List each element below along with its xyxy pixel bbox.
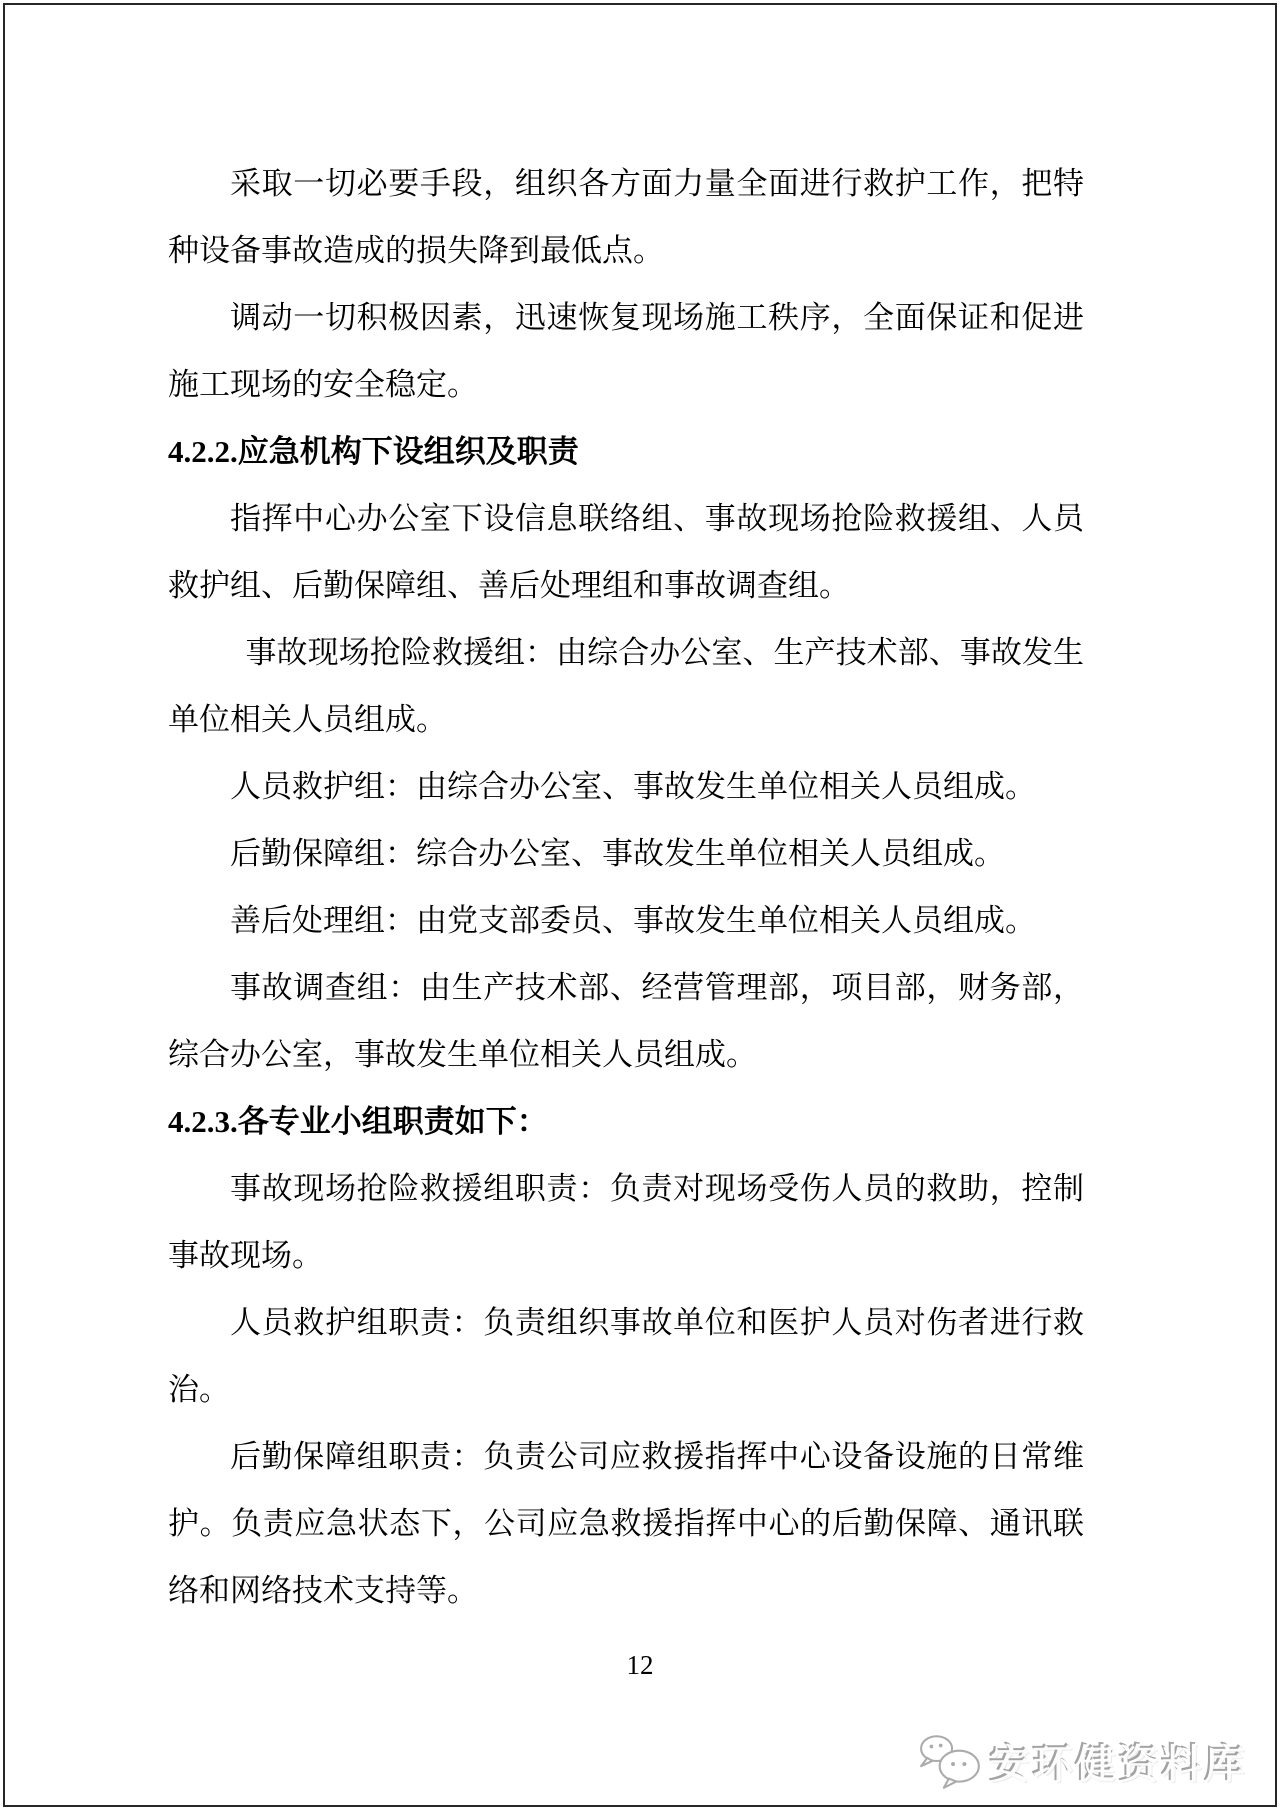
paragraph: 指挥中心办公室下设信息联络组、事故现场抢险救援组、人员救护组、后勤保障组、善后处理组和事故调查组。 — [168, 501, 1084, 603]
paragraph: 人员救护组职责：负责组织事故单位和医护人员对伤者进行救治。 — [168, 1305, 1084, 1407]
wechat-bubbles-icon — [918, 1734, 984, 1790]
section-heading: 4.2.3.各专业小组职责如下： — [168, 1104, 548, 1139]
paragraph: 采取一切必要手段，组织各方面力量全面进行救护工作，把特种设备事故造成的损失降到最低点。 — [168, 166, 1084, 268]
watermark-text: 安环健资料库 — [990, 1743, 1248, 1787]
paragraph: 调动一切积极因素，迅速恢复现场施工秩序，全面保证和促进施工现场的安全稳定。 — [168, 300, 1084, 402]
page-number: 12 — [626, 1650, 654, 1680]
paragraph: 后勤保障组：综合办公室、事故发生单位相关人员组成。 — [230, 836, 1005, 871]
paragraph: 后勤保障组职责：负责公司应救援指挥中心设备设施的日常维护。负责应急状态下，公司应急救援指挥中心的后勤保障、通讯联络和网络技术支持等。 — [168, 1439, 1084, 1608]
paragraph: 事故现场抢险救援组职责：负责对现场受伤人员的救助，控制事故现场。 — [168, 1171, 1084, 1273]
paragraph: 人员救护组：由综合办公室、事故发生单位相关人员组成。 — [230, 769, 1036, 804]
paragraph: 善后处理组：由党支部委员、事故发生单位相关人员组成。 — [230, 903, 1036, 938]
paragraph: 事故调查组：由生产技术部、经营管理部，项目部，财务部，综合办公室，事故发生单位相关人员组成。 — [168, 970, 1084, 1072]
paragraph: 事故现场抢险救援组：由综合办公室、生产技术部、事故发生单位相关人员组成。 — [168, 635, 1084, 737]
watermark — [918, 1733, 1248, 1790]
section-heading: 4.2.2.应急机构下设组织及职责 — [168, 434, 579, 469]
document-body — [168, 150, 1084, 1624]
